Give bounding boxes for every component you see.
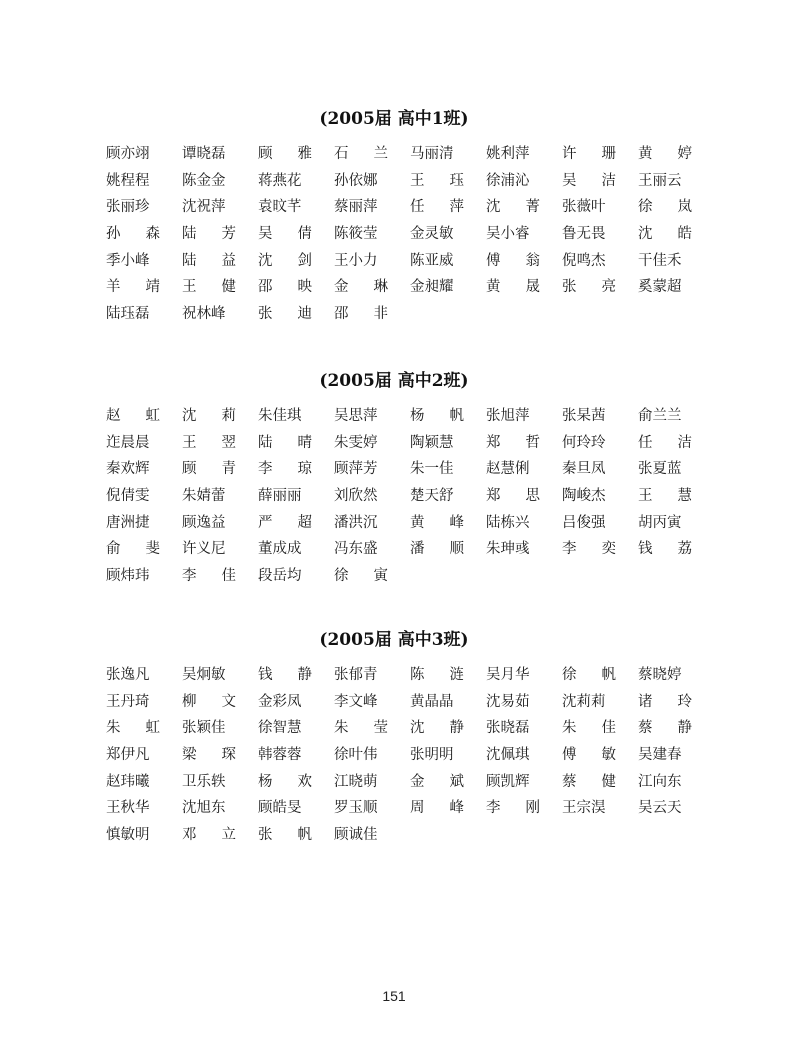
student-name: 赵 虹: [106, 408, 160, 424]
student-name: 唐洲捷: [106, 514, 150, 531]
section-title: (2005届 高中2班): [319, 371, 469, 391]
student-name: 陆栋兴: [486, 514, 530, 531]
student-name: 陆 益: [182, 252, 236, 269]
student-name: 顾炜玮: [106, 568, 150, 585]
student-name: 张明明: [410, 747, 454, 764]
student-name: 傅 敏: [562, 747, 616, 764]
student-name: 沈 莉: [182, 408, 236, 424]
student-name: 倪鸣杰: [562, 252, 606, 269]
student-name: 王丽云: [638, 172, 682, 189]
student-name: 朱一佳: [410, 461, 454, 478]
student-name: 陈亚威: [410, 252, 454, 269]
student-name: 严 超: [258, 514, 312, 531]
student-name: 梁 琛: [182, 747, 236, 764]
student-name: 王 珏: [410, 172, 464, 189]
student-name: 倪倩雯: [106, 488, 150, 505]
student-name: 金彩凤: [258, 693, 302, 710]
student-name: 柳 文: [182, 693, 236, 710]
student-name: 楚天舒: [410, 488, 454, 505]
student-name: 罗玉顺: [334, 800, 378, 817]
student-name: 袁旼芊: [258, 199, 302, 216]
student-name: 郑 思: [486, 488, 540, 505]
student-name: 朱雯婷: [334, 434, 378, 451]
student-name: 陆珏磊: [106, 306, 150, 323]
student-name: 任 萍: [410, 199, 464, 216]
page-number: 151: [382, 988, 406, 1004]
student-name: 江向东: [638, 773, 682, 790]
student-name: 马丽清: [410, 146, 454, 162]
student-name: 王宗淏: [562, 800, 606, 817]
student-name: 谭晓磊: [182, 146, 226, 162]
student-name: 顾诚佳: [334, 827, 378, 844]
student-name: 杨 欢: [258, 773, 312, 790]
student-name: 徐 岚: [638, 199, 692, 216]
student-name: 郑 哲: [486, 434, 540, 451]
student-name: 金 琳: [334, 279, 388, 296]
student-name: 傅 翁: [486, 252, 540, 269]
name-grid: [106, 144, 706, 331]
student-name: 赵玮曦: [106, 773, 150, 790]
student-name: 顾 雅: [258, 146, 312, 162]
student-name: 沈莉莉: [562, 693, 606, 710]
student-name: 周 峰: [410, 800, 464, 817]
student-name: 卫乐轶: [182, 773, 226, 790]
student-name: 邵 非: [334, 306, 388, 323]
student-name: 王小力: [334, 252, 378, 269]
student-name: 沈佩琪: [486, 747, 530, 764]
student-name: 张杲茜: [562, 408, 606, 424]
student-name: 沈 皓: [638, 226, 692, 243]
student-name: 李 佳: [182, 568, 236, 585]
student-name: 徐 帆: [562, 667, 616, 683]
student-name: 张旭萍: [486, 408, 530, 424]
student-name: 陶颖慧: [410, 434, 454, 451]
student-name: 蔡晓婷: [638, 667, 682, 683]
student-name: 刘欣然: [334, 488, 378, 505]
student-name: 姚利萍: [486, 146, 530, 162]
student-name: 陆 晴: [258, 434, 312, 451]
student-name: 沈易茹: [486, 693, 530, 710]
student-name: 朱 虹: [106, 720, 160, 737]
student-name: 张晓磊: [486, 720, 530, 737]
student-name: 邓 立: [182, 827, 236, 844]
student-name: 任 洁: [638, 434, 692, 451]
student-name: 顾逸益: [182, 514, 226, 531]
student-name: 王 慧: [638, 488, 692, 505]
student-name: 顾凯辉: [486, 773, 530, 790]
student-name: 王 健: [182, 279, 236, 296]
student-name: 王秋华: [106, 800, 150, 817]
student-name: 胡丙寅: [638, 514, 682, 531]
student-name: 迮晨晨: [106, 434, 150, 451]
student-name: 陈金金: [182, 172, 226, 189]
student-name: 秦旦凤: [562, 461, 606, 478]
student-name: 薛丽丽: [258, 488, 302, 505]
student-name: 顾亦翊: [106, 146, 150, 162]
student-name: 秦欢辉: [106, 461, 150, 478]
student-name: 吴小睿: [486, 226, 530, 243]
student-name: 陈 涟: [410, 667, 464, 683]
student-name: 季小峰: [106, 252, 150, 269]
student-name: 姚程程: [106, 172, 150, 189]
student-name: 陶峻杰: [562, 488, 606, 505]
student-name: 沈祝萍: [182, 199, 226, 216]
student-name: 黄晶晶: [410, 693, 454, 710]
student-name: 李 刚: [486, 800, 540, 817]
student-name: 陈筱莹: [334, 226, 378, 243]
student-name: 许义尼: [182, 541, 226, 558]
student-name: 吕俊强: [562, 514, 606, 531]
student-name: 段岳均: [258, 568, 302, 585]
student-name: 王丹琦: [106, 693, 150, 710]
student-name: 吴思萍: [334, 408, 378, 424]
student-name: 蔡 健: [562, 773, 616, 790]
student-name: 韩蓉蓉: [258, 747, 302, 764]
student-name: 张 亮: [562, 279, 616, 296]
student-name: 孙 森: [106, 226, 160, 243]
student-name: 俞兰兰: [638, 408, 682, 424]
student-name: 吴云天: [638, 800, 682, 817]
student-name: 王 翌: [182, 434, 236, 451]
student-name: 徐智慧: [258, 720, 302, 737]
student-name: 冯东盛: [334, 541, 378, 558]
student-name: 干佳禾: [638, 252, 682, 269]
student-name: 吴月华: [486, 667, 530, 683]
student-name: 沈 菁: [486, 199, 540, 216]
student-name: 陆 芳: [182, 226, 236, 243]
student-name: 吴 倩: [258, 226, 312, 243]
section-title: (2005届 高中1班): [319, 109, 469, 129]
student-name: 徐叶伟: [334, 747, 378, 764]
student-name: 金灵敏: [410, 226, 454, 243]
student-name: 鲁无畏: [562, 226, 606, 243]
student-name: 沈 剑: [258, 252, 312, 269]
section-title: (2005届 高中3班): [319, 630, 469, 650]
student-name: 何玲玲: [562, 434, 606, 451]
student-name: 黄 晟: [486, 279, 540, 296]
student-name: 张 迪: [258, 306, 312, 323]
student-name: 杨 帆: [410, 408, 464, 424]
student-name: 钱 静: [258, 667, 312, 683]
student-name: 慎敏明: [106, 827, 150, 844]
name-grid: [106, 665, 706, 852]
student-name: 朱 莹: [334, 720, 388, 737]
student-name: 张薇叶: [562, 199, 606, 216]
student-name: 顾皓旻: [258, 800, 302, 817]
student-name: 黄 峰: [410, 514, 464, 531]
student-name: 吴建春: [638, 747, 682, 764]
student-name: 李 奕: [562, 541, 616, 558]
student-name: 江晓萌: [334, 773, 378, 790]
student-name: 顾 青: [182, 461, 236, 478]
student-name: 顾萍芳: [334, 461, 378, 478]
student-name: 蔡 静: [638, 720, 692, 737]
student-name: 祝林峰: [182, 306, 226, 323]
student-name: 石 兰: [334, 146, 388, 162]
student-name: 吴 洁: [562, 172, 616, 189]
student-name: 蔡丽萍: [334, 199, 378, 216]
student-name: 张逸凡: [106, 667, 150, 683]
student-name: 沈旭东: [182, 800, 226, 817]
student-name: 黄 婷: [638, 146, 692, 162]
student-name: 俞 斐: [106, 541, 160, 558]
student-name: 潘洪沉: [334, 514, 378, 531]
student-name: 诸 玲: [638, 693, 692, 710]
student-name: 吴炯敏: [182, 667, 226, 683]
student-name: 许 珊: [562, 146, 616, 162]
student-name: 徐浦沁: [486, 172, 530, 189]
student-name: 朱珅彧: [486, 541, 530, 558]
student-name: 张 帆: [258, 827, 312, 844]
student-name: 徐 寅: [334, 568, 388, 585]
student-name: 赵慧俐: [486, 461, 530, 478]
student-name: 朱 佳: [562, 720, 616, 737]
student-name: 孙依娜: [334, 172, 378, 189]
student-name: 沈 静: [410, 720, 464, 737]
student-name: 李文峰: [334, 693, 378, 710]
student-name: 张夏蓝: [638, 461, 682, 478]
student-name: 奚蒙超: [638, 279, 682, 296]
student-name: 朱婧蕾: [182, 488, 226, 505]
student-name: 邵 映: [258, 279, 312, 296]
name-grid: [106, 406, 706, 593]
student-name: 钱 荔: [638, 541, 692, 558]
student-name: 金昶耀: [410, 279, 454, 296]
student-name: 郑伊凡: [106, 747, 150, 764]
student-name: 张丽珍: [106, 199, 150, 216]
student-name: 张郁青: [334, 667, 378, 683]
student-name: 朱佳琪: [258, 408, 302, 424]
student-name: 董成成: [258, 541, 302, 558]
student-name: 金 斌: [410, 773, 464, 790]
student-name: 李 琼: [258, 461, 312, 478]
student-name: 蒋燕花: [258, 172, 302, 189]
student-name: 羊 靖: [106, 279, 160, 296]
student-name: 张颖佳: [182, 720, 226, 737]
student-name: 潘 顺: [410, 541, 464, 558]
